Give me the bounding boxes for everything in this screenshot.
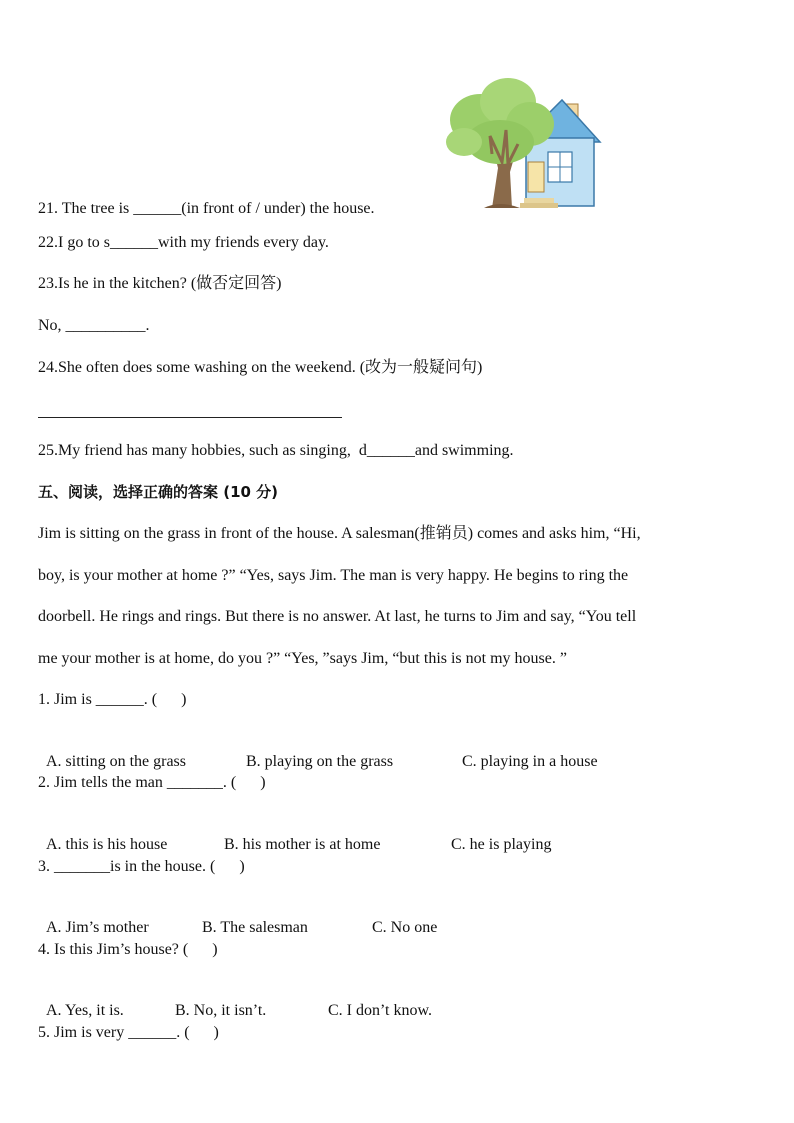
tree-house-illustration — [440, 76, 602, 214]
option-a: A. this is his house — [46, 836, 168, 853]
reading-question-2: 2. Jim tells the man _______. ( ) — [38, 774, 266, 791]
passage-line: boy, is your mother at home ?” “Yes, says Jim. The man is very happy. He begins to ring the — [38, 567, 629, 584]
question-22: 22.I go to s______with my friends every day. — [38, 234, 329, 251]
reading-options-1 — [38, 732, 598, 772]
option-c: C. No one — [372, 919, 438, 936]
answer-line — [38, 417, 342, 418]
passage-line: doorbell. He rings and rings. But there is no answer. At last, he turns to Jim and say, “You tell — [38, 608, 637, 625]
reading-question-3: 3. _______is in the house. ( ) — [38, 858, 245, 875]
section-title: 五、阅读，选择正确的答案 (10 分) — [38, 483, 279, 501]
question-25: 25.My friend has many hobbies, such as singing, d______and swimming. — [38, 442, 514, 459]
reading-options-3 — [38, 898, 438, 938]
option-c: C. he is playing — [451, 836, 552, 853]
option-c: C. playing in a house — [462, 753, 598, 770]
question-23: 23.Is he in the kitchen? (做否定回答) — [38, 275, 282, 292]
question-24: 24.She often does some washing on the weekend. (改为一般疑问句) — [38, 359, 483, 376]
reading-question-1: 1. Jim is ______. ( ) — [38, 691, 187, 708]
option-b: B. playing on the grass — [246, 753, 394, 770]
reading-options-4 — [38, 981, 432, 1021]
option-b: B. his mother is at home — [224, 836, 381, 853]
reading-options-2 — [38, 815, 552, 855]
option-b: B. The salesman — [202, 919, 308, 936]
option-a: A. Yes, it is. — [46, 1002, 124, 1019]
question-21: 21. The tree is ______(in front of / under) the house. — [38, 200, 375, 217]
passage-line: Jim is sitting on the grass in front of the house. A salesman(推销员) comes and asks him, “Hi, — [38, 525, 641, 542]
option-a: A. Jim’s mother — [46, 919, 149, 936]
reading-question-5: 5. Jim is very ______. ( ) — [38, 1024, 219, 1041]
passage-line: me your mother is at home, do you ?” “Yes, ”says Jim, “but this is not my house. ” — [38, 650, 567, 667]
option-a: A. sitting on the grass — [46, 753, 186, 770]
option-b: B. No, it isn’t. — [175, 1002, 267, 1019]
reading-question-4: 4. Is this Jim’s house? ( ) — [38, 941, 218, 958]
option-c: C. I don’t know. — [328, 1002, 432, 1019]
question-23-answer: No, __________. — [38, 317, 150, 334]
